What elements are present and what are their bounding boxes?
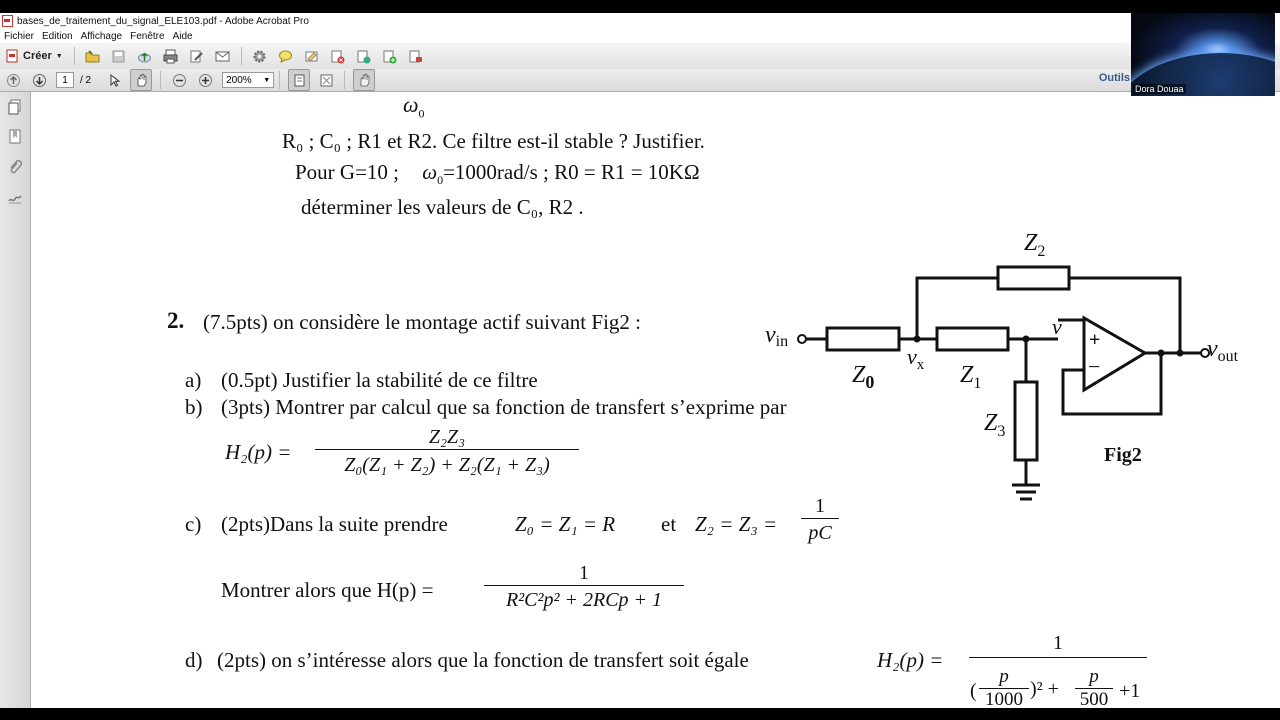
next-page-icon[interactable] [29, 70, 49, 90]
ground-symbol [1012, 485, 1040, 499]
print-icon[interactable] [161, 46, 181, 66]
label-z3: $Z_3$ [984, 410, 1006, 440]
create-pdf-icon [6, 49, 19, 63]
impedance-z0 [827, 328, 899, 350]
item-label: a) [185, 368, 202, 392]
equation-fraction: $\frac{\text{Z₂Z₃}}{\text{Z₀(Z₁ + Z₂) + Z₂(Z₁ + Z₃)}}$ [315, 426, 579, 477]
impedance-z3 [1015, 382, 1037, 460]
equation-3-open: ( [970, 680, 977, 702]
zoom-in-icon[interactable] [195, 70, 215, 90]
menu-aide[interactable]: Aide [172, 30, 193, 42]
equation-lhs: H₂(p) = [225, 440, 292, 464]
item-text: (2pts)Dans la suite prendre [221, 512, 448, 536]
read-mode-hand-icon[interactable] [353, 69, 375, 91]
figure-caption: Fig2 [1104, 444, 1142, 466]
menu-fichier[interactable]: Fichier [4, 30, 35, 42]
delete-page-icon[interactable] [328, 46, 348, 66]
circuit-figure-fig2 [756, 222, 1256, 522]
navigation-pane [0, 92, 31, 708]
label-vx: $v_x$ [907, 344, 925, 373]
page-number-input[interactable]: 1 [56, 72, 74, 88]
fit-page-icon[interactable] [288, 69, 310, 91]
toolbar-separator [74, 47, 75, 65]
create-label: Créer [23, 50, 52, 62]
insert-page-icon[interactable] [380, 46, 400, 66]
item-label: b) [185, 395, 203, 419]
equation-2-fraction: 1 R²C²p² + 2RCp + 1 [484, 562, 684, 612]
chevron-down-icon: ▼ [55, 52, 63, 60]
omega-fragment: $\omega_0$ [403, 92, 425, 121]
fullscreen-icon[interactable] [316, 70, 336, 90]
label-vout: $v_{out}$ [1207, 336, 1239, 365]
title-bar [0, 13, 1280, 29]
equation-3-numerator: 1 [969, 632, 1147, 658]
pdf-file-icon [2, 15, 13, 27]
text-line: R₀ ; C₀ ; R1 et R2. Ce filtre est-il stable ? Justifier. [282, 129, 705, 153]
item-text: (3pts) Montrer par calcul que sa fonction de transfert s’exprime par [221, 395, 787, 419]
acrobat-window [0, 13, 1280, 708]
item-label: d) [185, 648, 203, 672]
comment-icon[interactable] [276, 46, 296, 66]
equation-c1: Z₀ = Z₁ = R [515, 512, 616, 536]
main-toolbar [0, 43, 1280, 70]
signature-icon[interactable] [0, 182, 30, 212]
edit-document-icon[interactable] [187, 46, 207, 66]
page-thumbnails-icon[interactable] [0, 92, 30, 122]
highlight-icon[interactable] [302, 46, 322, 66]
cloud-upload-icon[interactable] [135, 46, 155, 66]
extract-page-icon[interactable] [354, 46, 374, 66]
tools-pane-button[interactable]: Outils [1098, 72, 1130, 84]
question-number: 2. [167, 308, 185, 333]
equation-3-lhs: H₂(p) = [877, 648, 944, 672]
item-label: c) [185, 512, 202, 536]
menu-bar [0, 29, 1280, 43]
hand-tool-icon[interactable] [130, 69, 152, 91]
toolbar-separator [160, 71, 161, 89]
impedance-z2 [998, 267, 1069, 289]
open-folder-icon[interactable] [83, 46, 103, 66]
label-vin: vin [765, 322, 789, 350]
impedance-z1 [937, 328, 1008, 350]
bookmark-icon[interactable] [0, 122, 30, 152]
page-total: / 2 [80, 74, 92, 86]
text-line: Pour G=10 ; $\omega_0=1000rad/s$ ; R0 = R1 = 10KΩ [295, 160, 700, 188]
question-text: (7.5pts) on considère le montage actif suivant Fig2 : [203, 310, 641, 334]
create-button[interactable] [6, 49, 63, 63]
label-z0: $Z_0$ [852, 362, 875, 392]
save-icon[interactable] [109, 46, 129, 66]
toolbar-separator [279, 71, 280, 89]
navigation-toolbar [0, 69, 1280, 92]
zoom-value: 200% [226, 74, 252, 86]
equation-3-close: )² + [1030, 678, 1059, 700]
op-amp-plus: + [1089, 329, 1101, 351]
show-text: Montrer alors que H(p) = [221, 578, 434, 602]
webcam-overlay [1131, 13, 1275, 96]
equation-et: et [661, 512, 677, 536]
email-icon[interactable] [213, 46, 233, 66]
equation-c2: Z₂ = Z₃ = [695, 512, 778, 536]
op-amp-minus: − [1088, 354, 1101, 379]
item-text: (0.5pt) Justifier la stabilité de ce filtre [221, 368, 538, 392]
label-v: v [1052, 314, 1062, 339]
settings-gear-icon[interactable] [250, 46, 270, 66]
toolbar-separator [344, 71, 345, 89]
attachment-icon[interactable] [0, 152, 30, 182]
label-z2: $Z_2$ [1024, 230, 1046, 260]
menu-edition[interactable]: Edition [42, 30, 73, 42]
document-page [31, 92, 1280, 708]
zoom-level-select[interactable] [222, 72, 274, 88]
equation-3-plus1: +1 [1119, 680, 1141, 702]
zoom-out-icon[interactable] [169, 70, 189, 90]
item-text: (2pts) on s’intéresse alors que la fonction de transfert soit égale [217, 648, 749, 672]
menu-fenetre[interactable]: Fenêtre [130, 30, 165, 42]
select-cursor-icon[interactable] [104, 70, 124, 90]
participant-name: Dora Douaa [1135, 84, 1184, 94]
equation-c2-fraction: $\frac{1}{pC}$ [801, 495, 839, 545]
stamp-icon[interactable] [406, 46, 426, 66]
label-z1: $Z_1$ [960, 362, 982, 392]
window-title: bases_de_traitement_du_signal_ELE103.pdf - Adobe Acrobat Pro [17, 15, 309, 27]
text-line: déterminer les valeurs de C₀, R2 . [301, 195, 584, 219]
menu-affichage[interactable]: Affichage [80, 30, 123, 42]
equation-3-frac-a: $\frac{p}{1000}$ [979, 666, 1029, 708]
toolbar-separator [241, 47, 242, 65]
previous-page-icon[interactable] [3, 70, 23, 90]
equation-3-frac-b: $\frac{p}{500}$ [1075, 666, 1113, 708]
chevron-down-icon: ▼ [263, 76, 271, 84]
